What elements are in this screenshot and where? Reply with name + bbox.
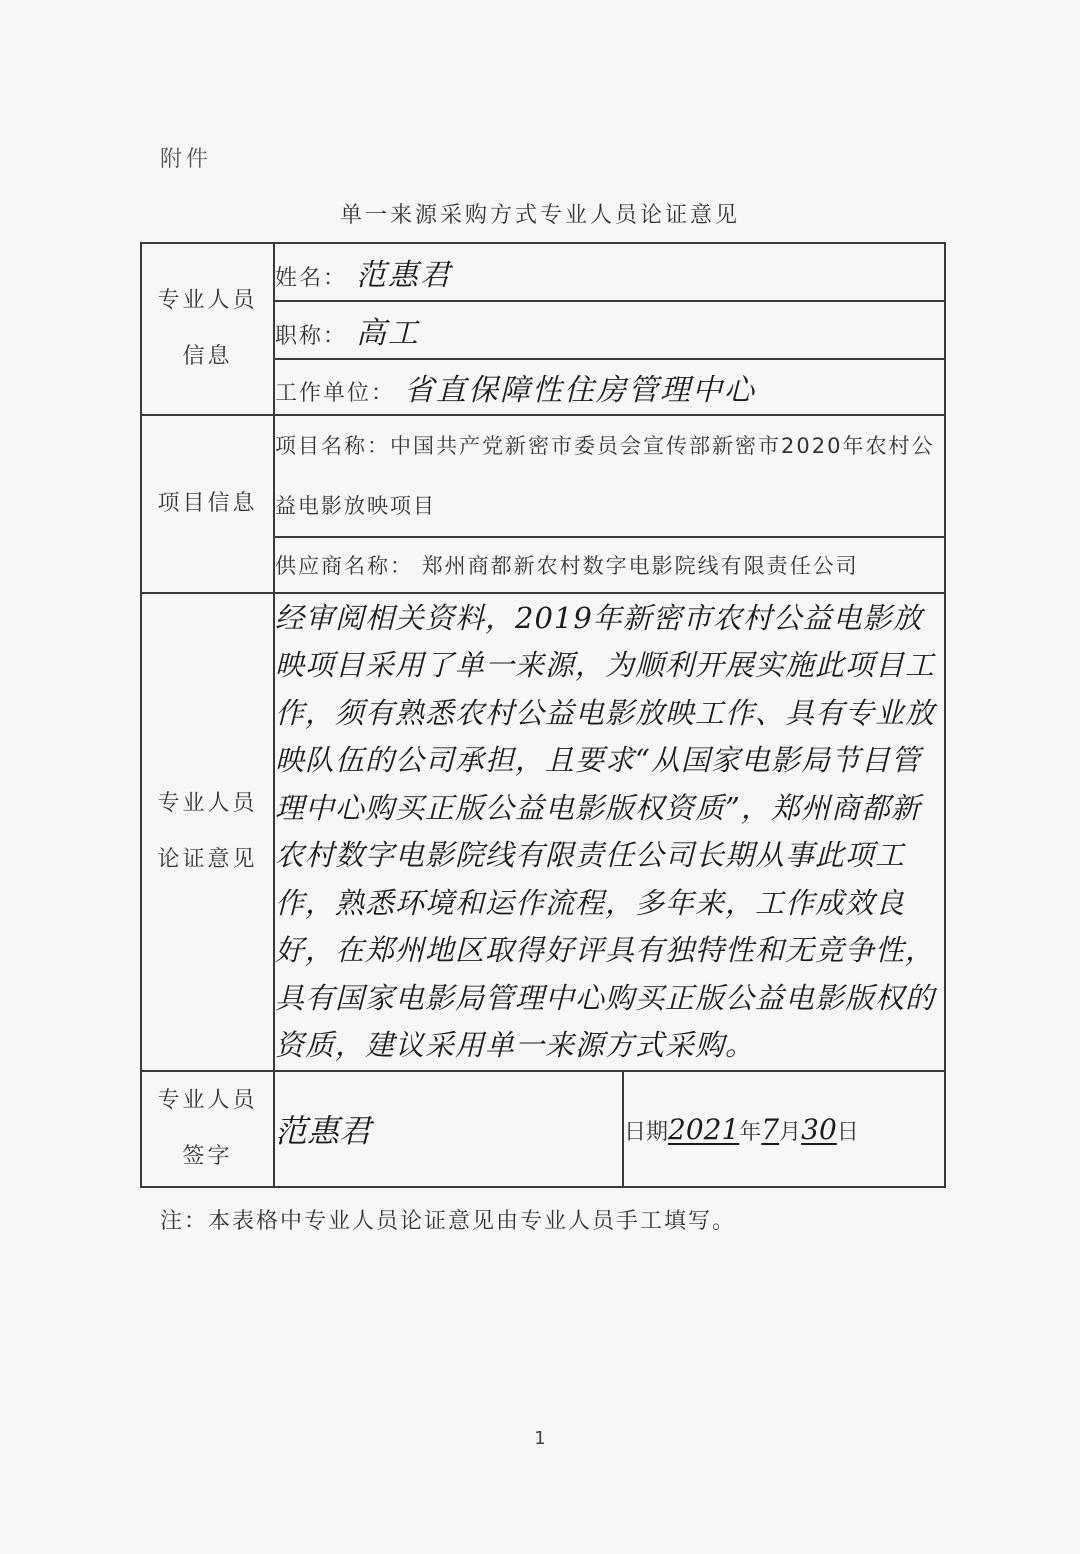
signature-value: 范惠君: [275, 1112, 372, 1150]
supplier-row: [274, 537, 945, 593]
project-name-value: 中国共产党新密市委员会宣传部新密市2020年农村公益电影放映项目: [275, 434, 935, 518]
title-row: [274, 301, 945, 359]
name-row: [274, 243, 945, 301]
date-year: 2021: [668, 1112, 740, 1146]
unit-row: [274, 359, 945, 415]
project-info-section-label: [141, 415, 274, 593]
signature-label-line-1: 专业人员: [157, 1088, 258, 1113]
signature-section-label: [141, 1071, 274, 1187]
page-number: 1: [534, 1428, 546, 1449]
date-cell: [623, 1071, 945, 1187]
project-info-label: 项目信息: [157, 491, 258, 516]
title-label: 职称：: [275, 324, 348, 349]
attachment-label: 附件: [160, 147, 213, 172]
opinion-text: 经审阅相关资料，2019年新密市农村公益电影放映项目采用了单一来源，为顺利开展实施此项目工作，须有熟悉农村公益电影放映工作、具有专业放映队伍的公司承担，且要求“从国家电影局节目管理中心购买正版公益电影版权资质”，郑州商都新农村数字电影院线有限责任公司长期从事此项工作，熟悉环境和运作流程，多年来，工作成效良好，在郑州地区取得好评具有独特性和无竞争性，具有国家电影局管理中心购买正版公益电影版权的资质，建议采用单一来源方式采购。: [274, 593, 945, 1071]
supplier-value: 郑州商都新农村数字电影院线有限责任公司: [421, 554, 859, 578]
project-name-label: 项目名称：: [275, 434, 390, 458]
expert-info-section-label: [141, 243, 274, 415]
signature-cell: [274, 1071, 623, 1187]
supplier-label: 供应商名称：: [275, 554, 413, 578]
date-month-char: 月: [779, 1119, 802, 1145]
expert-info-label-line-2: 信息: [182, 344, 233, 369]
date-month: 7: [761, 1112, 780, 1146]
opinion-section-label: [141, 593, 274, 1071]
name-value: 范惠君: [356, 258, 453, 293]
date-label: 日期: [624, 1119, 669, 1145]
footer-note: 注：本表格中专业人员论证意见由专业人员手工填写。: [160, 1209, 737, 1234]
date-day: 30: [801, 1112, 837, 1146]
name-label: 姓名：: [275, 266, 348, 291]
opinion-label-line-2: 论证意见: [157, 847, 258, 872]
date-year-char: 年: [739, 1119, 762, 1145]
title-value: 高工: [356, 316, 421, 351]
unit-value: 省直保障性住房管理中心: [404, 373, 757, 408]
opinion-label-line-1: 专业人员: [157, 791, 258, 816]
document-title: 单一来源采购方式专业人员论证意见: [339, 203, 740, 228]
certification-form-table: [140, 242, 946, 1188]
signature-label-line-2: 签字: [182, 1144, 233, 1169]
date-day-char: 日: [836, 1119, 859, 1145]
unit-label: 工作单位：: [275, 381, 396, 406]
expert-info-label-line-1: 专业人员: [157, 288, 258, 313]
project-name-row: [274, 415, 945, 537]
